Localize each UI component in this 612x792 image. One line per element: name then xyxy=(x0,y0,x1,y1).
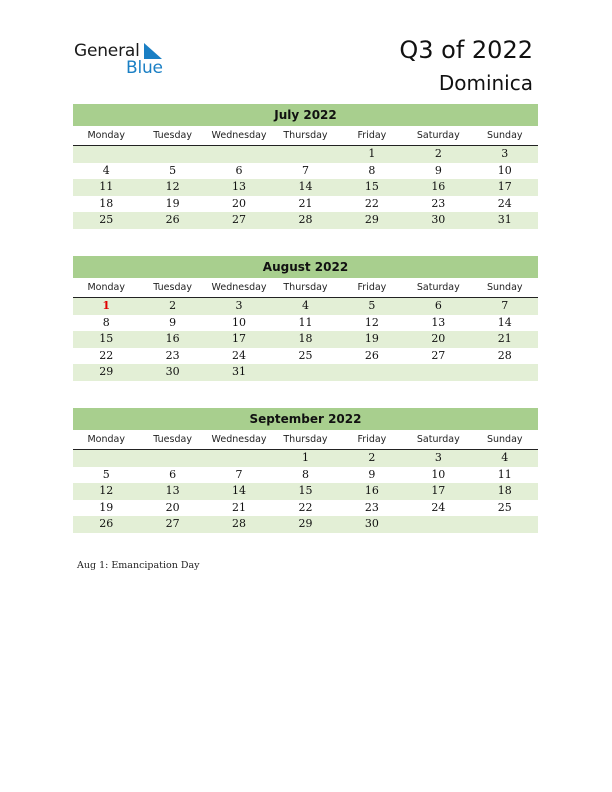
day-cell: 18 xyxy=(298,332,313,346)
week-row xyxy=(73,500,538,517)
day-cell: 16 xyxy=(364,484,379,498)
day-cell: 21 xyxy=(232,500,247,514)
day-cell: 26 xyxy=(99,517,114,531)
week-row xyxy=(73,516,538,533)
month-title: July 2022 xyxy=(73,104,538,126)
day-cell: 20 xyxy=(232,196,247,210)
weekday-label: Friday xyxy=(357,130,387,141)
logo xyxy=(74,41,194,81)
day-cell: 18 xyxy=(497,484,512,498)
day-cell: 11 xyxy=(497,467,512,481)
day-cell xyxy=(272,146,338,163)
day-cell xyxy=(73,146,139,163)
day-cell: 29 xyxy=(298,517,313,531)
weekday-label: Wednesday xyxy=(211,282,267,293)
country-title: Dominica xyxy=(438,71,533,95)
day-cell: 8 xyxy=(102,315,110,329)
day-cell xyxy=(405,364,471,381)
day-cell: 22 xyxy=(364,196,379,210)
weekday-label: Saturday xyxy=(416,282,460,293)
weekday-label: Saturday xyxy=(416,130,460,141)
weekday-label: Sunday xyxy=(486,130,523,141)
day-cell: 2 xyxy=(434,147,442,160)
month-weeks xyxy=(73,298,538,381)
day-cell: 6 xyxy=(169,467,177,481)
day-cell: 12 xyxy=(99,484,114,498)
week-row xyxy=(73,348,538,365)
weekday-label: Thursday xyxy=(283,282,328,293)
day-cell: 13 xyxy=(232,180,247,194)
week-row xyxy=(73,163,538,180)
day-cell: 30 xyxy=(431,213,446,227)
day-cell: 24 xyxy=(232,348,247,362)
day-cell: 29 xyxy=(364,213,379,227)
day-cell: 14 xyxy=(497,315,512,329)
logo-text-blue: Blue xyxy=(126,58,163,78)
day-cell: 7 xyxy=(501,299,509,312)
day-cell: 29 xyxy=(99,365,114,379)
day-cell: 13 xyxy=(431,315,446,329)
weekday-label: Saturday xyxy=(416,434,460,445)
weekday-label: Sunday xyxy=(486,434,523,445)
month-weeks xyxy=(73,146,538,229)
day-cell: 17 xyxy=(232,332,247,346)
day-cell: 12 xyxy=(364,315,379,329)
day-cell: 21 xyxy=(298,196,313,210)
day-cell: 16 xyxy=(431,180,446,194)
day-cell: 2 xyxy=(368,451,376,464)
day-cell: 25 xyxy=(99,213,114,227)
day-cell: 17 xyxy=(431,484,446,498)
day-cell: 27 xyxy=(431,348,446,362)
week-row xyxy=(73,196,538,213)
month-title: August 2022 xyxy=(73,256,538,278)
day-cell: 14 xyxy=(298,180,313,194)
week-row xyxy=(73,146,538,163)
day-cell: 28 xyxy=(497,348,512,362)
quarter-title: Q3 of 2022 xyxy=(399,36,533,64)
weekday-header xyxy=(73,128,538,146)
day-cell: 8 xyxy=(301,467,309,481)
day-cell: 26 xyxy=(364,348,379,362)
weekday-label: Monday xyxy=(87,130,125,141)
day-cell: 11 xyxy=(99,180,114,194)
day-cell: 9 xyxy=(169,315,177,329)
day-cell: 1 xyxy=(301,451,309,464)
day-cell: 24 xyxy=(497,196,512,210)
weekday-label: Thursday xyxy=(283,434,328,445)
month-calendar-august xyxy=(73,256,538,381)
day-cell: 10 xyxy=(497,163,512,177)
day-cell: 4 xyxy=(301,299,309,312)
day-cell xyxy=(272,364,338,381)
day-cell: 27 xyxy=(232,213,247,227)
week-row xyxy=(73,212,538,229)
day-cell: 11 xyxy=(298,315,313,329)
weekday-label: Tuesday xyxy=(153,130,192,141)
weekday-label: Tuesday xyxy=(153,434,192,445)
day-cell: 28 xyxy=(298,213,313,227)
day-cell: 19 xyxy=(99,500,114,514)
weekday-label: Monday xyxy=(87,282,125,293)
day-cell xyxy=(405,516,471,533)
weekday-label: Wednesday xyxy=(211,130,267,141)
day-cell: 22 xyxy=(298,500,313,514)
day-cell: 5 xyxy=(102,467,110,481)
day-cell xyxy=(206,450,272,467)
day-cell: 30 xyxy=(165,365,180,379)
week-row xyxy=(73,179,538,196)
day-cell: 22 xyxy=(99,348,114,362)
day-cell: 31 xyxy=(497,213,512,227)
month-calendar-september xyxy=(73,408,538,533)
day-cell: 19 xyxy=(165,196,180,210)
day-cell: 25 xyxy=(298,348,313,362)
day-cell: 16 xyxy=(165,332,180,346)
day-cell: 25 xyxy=(497,500,512,514)
day-cell xyxy=(139,146,205,163)
day-cell: 21 xyxy=(497,332,512,346)
day-cell: 23 xyxy=(364,500,379,514)
day-cell: 6 xyxy=(235,163,243,177)
day-cell: 3 xyxy=(235,299,243,312)
day-cell: 4 xyxy=(102,163,110,177)
weekday-header xyxy=(73,432,538,450)
week-row xyxy=(73,298,538,315)
month-title: September 2022 xyxy=(73,408,538,430)
weekday-label: Tuesday xyxy=(153,282,192,293)
day-cell: 1 xyxy=(368,147,376,160)
week-row xyxy=(73,467,538,484)
weekday-label: Friday xyxy=(357,282,387,293)
day-cell: 2 xyxy=(169,299,177,312)
day-cell: 31 xyxy=(232,365,247,379)
holiday-note: Aug 1: Emancipation Day xyxy=(77,560,200,571)
weekday-label: Thursday xyxy=(283,130,328,141)
day-cell: 24 xyxy=(431,500,446,514)
month-calendar-july xyxy=(73,104,538,229)
day-cell: 3 xyxy=(434,451,442,464)
day-cell: 19 xyxy=(364,332,379,346)
day-cell: 20 xyxy=(165,500,180,514)
day-cell: 9 xyxy=(368,467,376,481)
day-cell xyxy=(472,364,538,381)
week-row xyxy=(73,483,538,500)
day-cell: 15 xyxy=(298,484,313,498)
month-weeks xyxy=(73,450,538,533)
day-cell: 28 xyxy=(232,517,247,531)
week-row xyxy=(73,331,538,348)
week-row xyxy=(73,315,538,332)
day-cell xyxy=(206,146,272,163)
day-cell: 17 xyxy=(497,180,512,194)
day-cell: 8 xyxy=(368,163,376,177)
day-cell: 9 xyxy=(434,163,442,177)
day-cell xyxy=(139,450,205,467)
day-cell: 5 xyxy=(169,163,177,177)
day-cell: 5 xyxy=(368,299,376,312)
week-row xyxy=(73,364,538,381)
day-cell: 6 xyxy=(434,299,442,312)
day-cell: 18 xyxy=(99,196,114,210)
day-cell: 1 xyxy=(102,299,111,312)
day-cell: 10 xyxy=(431,467,446,481)
day-cell: 20 xyxy=(431,332,446,346)
day-cell: 27 xyxy=(165,517,180,531)
day-cell: 10 xyxy=(232,315,247,329)
day-cell: 7 xyxy=(301,163,309,177)
day-cell: 30 xyxy=(364,517,379,531)
weekday-label: Wednesday xyxy=(211,434,267,445)
day-cell: 12 xyxy=(165,180,180,194)
day-cell: 7 xyxy=(235,467,243,481)
day-cell: 23 xyxy=(431,196,446,210)
day-cell: 14 xyxy=(232,484,247,498)
weekday-label: Sunday xyxy=(486,282,523,293)
day-cell: 23 xyxy=(165,348,180,362)
day-cell: 3 xyxy=(501,147,509,160)
day-cell xyxy=(339,364,405,381)
weekday-label: Friday xyxy=(357,434,387,445)
day-cell: 15 xyxy=(364,180,379,194)
weekday-header xyxy=(73,280,538,298)
day-cell: 15 xyxy=(99,332,114,346)
day-cell: 4 xyxy=(501,451,509,464)
week-row xyxy=(73,450,538,467)
day-cell xyxy=(472,516,538,533)
weekday-label: Monday xyxy=(87,434,125,445)
logo-text-general: General xyxy=(74,41,140,61)
day-cell: 13 xyxy=(165,484,180,498)
day-cell: 26 xyxy=(165,213,180,227)
day-cell xyxy=(73,450,139,467)
